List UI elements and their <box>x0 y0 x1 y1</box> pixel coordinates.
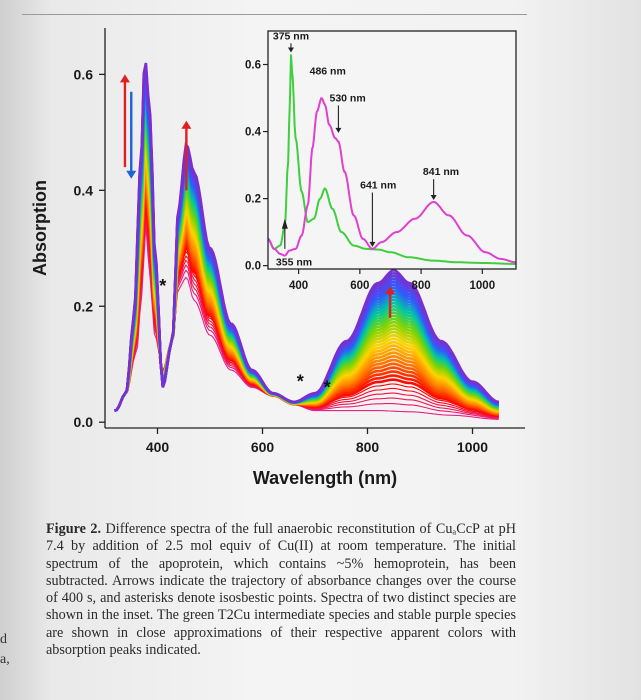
inset-y-tick-label: 0.6 <box>245 59 261 72</box>
trajectory-arrow-head <box>181 121 191 129</box>
inset-plot <box>245 30 516 292</box>
y-tick-label: 0.2 <box>73 298 93 315</box>
x-axis-label: Wavelength (nm) <box>252 468 398 488</box>
margin-line-2: a, <box>0 652 10 667</box>
left-margin-text <box>0 630 10 670</box>
inset-x-tick-label: 1000 <box>469 280 496 292</box>
figure-caption <box>46 521 516 659</box>
trajectory-arrow-head <box>120 74 130 82</box>
peak-label: 375 nm <box>272 30 310 43</box>
caption-text: Difference spectra of the full anaerobic reconstitution of CuₐCcP at pH 7.4 by addition of 2.5 mol equiv of Cu(II) at room temperature. The initial spectrum of the apoprotein, which contains ~5% hemoprotein, has been subtracted. Arrows indicate the trajectory of absorbance changes over the course of 400 s, and asterisks denote isosbestic points. Spectra of two distinct species are shown in the inset. The green T2Cu intermediate species and stable purple species are shown in close approximations of their respective apparent colors with absorption peaks indicated. <box>46 521 516 659</box>
peak-label: 841 nm <box>422 166 460 179</box>
x-tick-label: 1000 <box>456 439 489 455</box>
x-tick-label: 800 <box>355 439 380 455</box>
inset-y-tick-label: 0.2 <box>245 193 261 206</box>
inset-y-tick-label: 0.4 <box>245 126 261 139</box>
inset-x-tick-label: 600 <box>350 280 370 292</box>
isosbestic-asterisk: * <box>296 371 304 392</box>
peak-label: 530 nm <box>329 92 366 105</box>
margin-line-1: d <box>0 632 7 647</box>
isosbestic-asterisk: * <box>159 275 167 296</box>
y-tick-label: 0.4 <box>73 182 93 199</box>
inset-x-tick-label: 400 <box>289 280 309 292</box>
peak-label: 641 nm <box>360 179 397 192</box>
caption-label: Figure 2. <box>46 521 102 537</box>
inset-x-tick-label: 800 <box>411 280 431 292</box>
y-tick-label: 0.0 <box>73 414 93 431</box>
peak-label: 486 nm <box>309 65 346 78</box>
peak-label: 355 nm <box>275 256 313 269</box>
inset-y-tick-label: 0.0 <box>245 260 261 273</box>
isosbestic-asterisk: * <box>323 377 331 398</box>
x-tick-label: 600 <box>250 439 275 455</box>
trajectory-arrow-head <box>126 171 136 179</box>
y-tick-label: 0.6 <box>73 66 93 83</box>
y-axis-label: Absorption <box>30 180 50 276</box>
x-tick-label: 400 <box>145 439 170 455</box>
